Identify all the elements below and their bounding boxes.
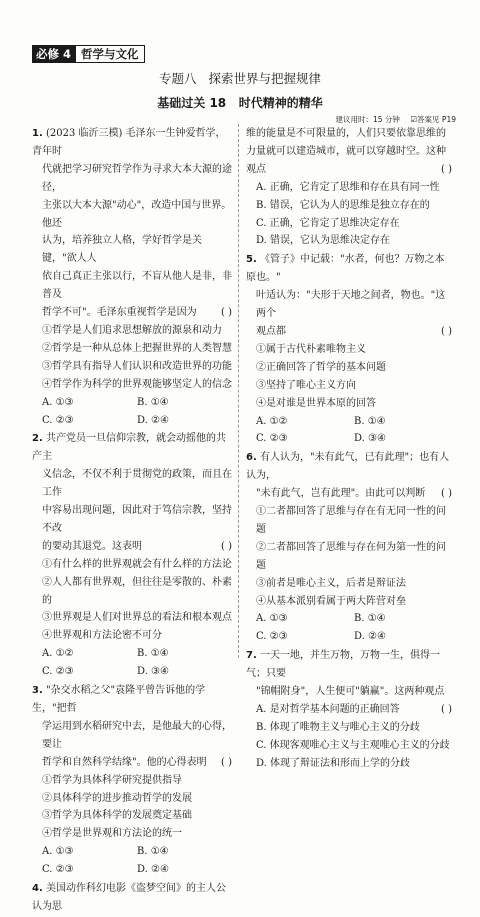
- option-statement: A. 是对哲学基本问题的正确回答: [256, 704, 400, 715]
- option-statement: ④是对谁是世界本原的回答: [256, 397, 376, 409]
- choice-row: [246, 430, 452, 448]
- topic-number: 专题八: [158, 71, 197, 86]
- stem-text: 中容易出现问题，因此对于笃信宗教，坚持不改: [42, 505, 232, 534]
- answer-reference: ☑答案见 P19: [410, 115, 456, 124]
- choice-row: [32, 843, 232, 861]
- stem-text: "杂交水稻之父"袁隆平曾告诉他的学生，"把哲: [32, 685, 206, 714]
- answer-choice[interactable]: C. ②③: [256, 433, 288, 445]
- option-statement: ④从基本派别看属于两大阵营对垒: [256, 595, 406, 607]
- question-stem-line: [246, 161, 452, 179]
- stem-text: 学运用到水稻研究中去，是他最大的心得，要让: [42, 720, 232, 750]
- question-number: 1.: [32, 128, 43, 139]
- answer-choice[interactable]: C. ②③: [42, 414, 74, 426]
- question-stem-line: [32, 430, 232, 466]
- option-statement: ③世界观是人们对世界总的看法和根本观点: [42, 612, 232, 624]
- section-banner: [32, 45, 145, 63]
- option-statement: ①二者都回答了思维与存在有无同一性的问题: [256, 506, 446, 535]
- stem-text: (2023 临沂三模) 毛泽东一生钟爱哲学，青年时: [32, 128, 226, 157]
- answer-choice[interactable]: B. ①④: [354, 415, 386, 427]
- question-stem-line: [32, 125, 232, 161]
- question-stem-line: [32, 161, 232, 197]
- option-statement: ③前者是唯心主义，后者是辩证法: [256, 577, 406, 589]
- question-block: [246, 449, 452, 646]
- stem-text: "锦帽附身"，人生便可"躺赢"。这两种观点: [256, 686, 445, 698]
- section-badge: 必修 4: [32, 45, 75, 63]
- question-block: [32, 682, 232, 879]
- question-block: [32, 125, 232, 429]
- answer-blank[interactable]: ( ): [441, 488, 452, 500]
- answer-choice[interactable]: C. ②③: [42, 666, 74, 678]
- stem-text: 哲学和自然科学结缘"。他的心得表明: [42, 756, 207, 768]
- answer-choice[interactable]: A. ①②: [256, 415, 288, 427]
- option-statement: ①哲学为具体科学研究提供指导: [42, 774, 182, 786]
- stem-text: 《管子》中记载："水者，何也？万物之本原也。": [246, 254, 445, 284]
- option-statement: ①属于古代朴素唯物主义: [256, 343, 366, 355]
- answer-choice[interactable]: B. ①④: [354, 613, 386, 625]
- question-stem-line: [246, 323, 452, 341]
- topic-title: 探索世界与把握规律: [208, 71, 321, 86]
- option-statement: ②人人都有世界观，但往往是零散的、朴素的: [42, 576, 232, 606]
- option-statement: ④世界观和方法论密不可分: [42, 630, 162, 642]
- choice-row: [32, 861, 232, 879]
- answer-choice[interactable]: C. ②③: [42, 864, 74, 876]
- choice-row: [32, 645, 232, 663]
- answer-choice[interactable]: A. ①③: [42, 846, 74, 858]
- choice-row: [32, 663, 232, 681]
- question-stem-line: [32, 197, 232, 233]
- option-statement: ①哲学是人们追求思想解放的源泉和动力: [42, 324, 222, 336]
- option-statement: ②二者都回答了思维与存在何为第一性的问题: [256, 541, 446, 571]
- answer-choice[interactable]: A. ①③: [42, 396, 74, 408]
- question-stem-line: [246, 287, 452, 323]
- option-statement: ①有什么样的世界观就会有什么样的方法论: [42, 558, 232, 570]
- stem-text: 共产党员一旦信仰宗教，就会动摇他的共产主: [32, 433, 226, 463]
- stem-text: 力量就可以建造城市，就可以穿越时空。这种: [246, 145, 446, 157]
- option-statement: ③哲学为具体科学的发展奠定基础: [42, 810, 192, 822]
- stem-text: 美国动作科幻电影《盗梦空间》的主人公认为思: [32, 883, 226, 912]
- option-statement: ②正确回答了哲学的基本问题: [256, 361, 386, 373]
- question-stem-line: [246, 449, 452, 485]
- lesson-meta: [327, 114, 456, 125]
- option-statement: ②具体科学的进步推动哲学的发展: [42, 792, 192, 804]
- answer-blank[interactable]: ( ): [221, 307, 232, 319]
- answer-choice[interactable]: B. ①④: [137, 648, 169, 660]
- option-statement: B. 错误，它认为人的思维是独立存在的: [256, 199, 430, 211]
- stem-text: 主张以大本大源"动心"，改造中国与世界。他还: [42, 199, 232, 229]
- option-statement: ③哲学具有指导人们认识和改造世界的功能: [42, 360, 232, 372]
- answer-choice[interactable]: A. ①②: [42, 648, 74, 660]
- option-statement: ③坚持了唯心主义方向: [256, 379, 356, 391]
- question-stem-line: [32, 502, 232, 538]
- lesson-label: 基础过关 18: [157, 96, 227, 110]
- stem-text: 观点: [246, 163, 266, 175]
- answer-choice[interactable]: D. ③④: [137, 666, 169, 678]
- lesson-title: 时代精神的精华: [238, 96, 323, 110]
- right-column: [246, 125, 452, 774]
- stem-text: 代就把学习研究哲学作为寻求大本大源的途径，: [42, 163, 232, 193]
- question-block: [246, 251, 452, 448]
- answer-choice[interactable]: B. ①④: [137, 846, 169, 858]
- option-statement: C. 体现客观唯心主义与主观唯心主义的分歧: [256, 739, 450, 751]
- question-stem-line: [32, 538, 232, 556]
- choice-row: [32, 412, 232, 430]
- answer-blank[interactable]: ( ): [441, 163, 452, 175]
- question-block: [32, 880, 232, 916]
- question-stem-line: [32, 232, 232, 268]
- choice-row: [246, 628, 452, 646]
- answer-blank[interactable]: ( ): [221, 756, 232, 768]
- left-column: [32, 125, 232, 917]
- topic-heading: [0, 69, 480, 87]
- stem-text: 依自己真正主张以行，不盲从他人是非，非普及: [42, 271, 232, 301]
- section-title: 哲学与文化: [75, 45, 145, 63]
- stem-text: 观点都: [256, 325, 286, 337]
- answer-choice[interactable]: D. ②④: [137, 864, 169, 876]
- question-stem-line: [32, 268, 232, 304]
- option-statement: ④哲学作为科学的世界观能够坚定人的信念: [42, 378, 232, 390]
- column-divider: [238, 124, 239, 658]
- choice-row: [32, 394, 232, 412]
- stem-text: 的要动其退党。这表明: [42, 540, 142, 552]
- option-statement: A. 正确，它肯定了思维和存在具有同一性: [256, 181, 440, 193]
- question-block: [32, 430, 232, 681]
- stem-text: 哲学不可"。毛泽东重视哲学是因为: [42, 307, 197, 319]
- option-statement: D. 体现了辩证法和形而上学的分歧: [256, 757, 411, 769]
- option-statement: ②哲学是一种从总体上把握世界的人类智慧: [42, 342, 232, 354]
- question-block: [246, 647, 452, 772]
- answer-choice[interactable]: B. ①④: [137, 396, 169, 408]
- question-number: 2.: [32, 433, 43, 445]
- option-statement: B. 体现了唯物主义与唯心主义的分歧: [256, 721, 420, 733]
- question-stem-line: [32, 466, 232, 502]
- answer-choice[interactable]: A. ①③: [256, 613, 288, 625]
- stem-text: 有人认为，"未有此气，已有此理"；也有人认为，: [246, 452, 450, 482]
- answer-choice[interactable]: C. ②③: [256, 631, 288, 643]
- question-stem-line: [32, 682, 232, 718]
- question-stem-line: [246, 251, 452, 287]
- question-stem-line: [32, 304, 232, 322]
- stem-text: 维的能量是不可限量的，人们只要依靠思维的: [246, 128, 446, 139]
- question-stem-line: [246, 143, 452, 161]
- question-stem-line: [246, 125, 452, 143]
- stem-text: 义信念，不仅不利于贯彻党的政策，而且在工作: [42, 469, 232, 499]
- stem-text: "未有此气，岂有此理"。由此可以判断: [256, 488, 426, 500]
- answer-blank[interactable]: ( ): [441, 325, 452, 337]
- stem-text: 叶适认为："夫形于天地之间者，物也。"这两个: [256, 290, 446, 320]
- answer-choice[interactable]: D. ③④: [354, 433, 386, 445]
- question-number: 4.: [32, 883, 43, 895]
- answer-blank[interactable]: ( ): [221, 540, 232, 552]
- answer-choice[interactable]: D. ②④: [137, 414, 169, 426]
- option-statement: C. 正确，它肯定了思维决定存在: [256, 217, 400, 229]
- question-number: 6.: [246, 452, 257, 464]
- question-stem-line: [246, 647, 452, 683]
- question-block: [246, 125, 452, 250]
- lesson-heading: [0, 94, 480, 111]
- choice-row: [246, 610, 452, 628]
- choice-row: [246, 413, 452, 431]
- answer-choice[interactable]: D. ②④: [354, 631, 386, 643]
- option-statement: ④哲学是世界观和方法论的统一: [42, 828, 182, 840]
- question-number: 7.: [246, 650, 257, 662]
- option-statement: D. 错误，它认为思维决定存在: [256, 235, 391, 247]
- question-stem-line: [32, 754, 232, 772]
- stem-text: 认为，培养独立人格，学好哲学是关键，"欲人人: [42, 235, 202, 265]
- question-stem-line: [246, 485, 452, 503]
- question-number: 5.: [246, 254, 257, 266]
- question-stem-line: [32, 880, 232, 916]
- question-number: 3.: [32, 685, 43, 697]
- answer-blank[interactable]: ( ): [441, 704, 452, 715]
- suggested-time: 建议用时：15 分钟: [335, 115, 400, 124]
- question-stem-line: [32, 718, 232, 754]
- stem-text: 一天一地，并生万物，万物一生，俱得一气；只要: [246, 650, 440, 680]
